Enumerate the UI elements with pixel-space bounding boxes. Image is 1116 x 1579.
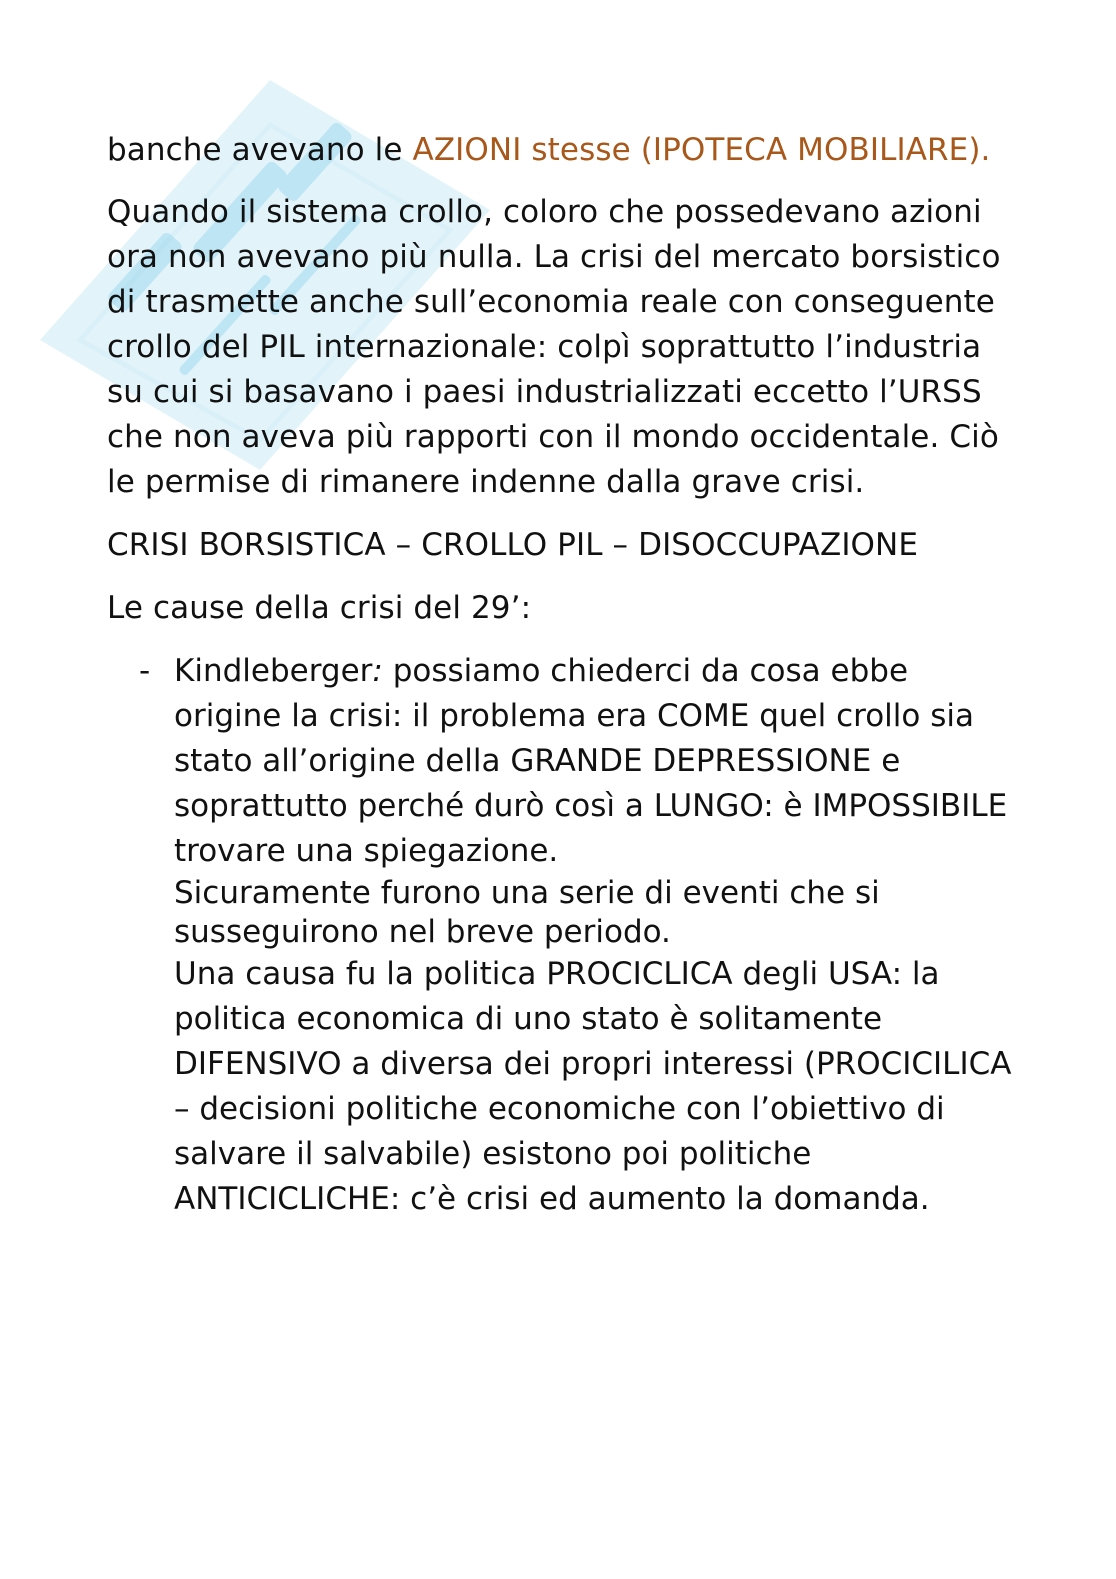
- paragraph-sequence: CRISI BORSISTICA – CROLLO PIL – DISOCCUPAZIONE: [107, 527, 919, 563]
- paragraph-azioni: [107, 128, 1012, 173]
- bullet-text-1: possiamo chiederci da cosa ebbe origine la crisi: il problema era COME quel crollo sia stato all’origine della GRANDE DEPRESSIONE e soprattutto perché durò così a LUNGO: è IMPOSSIBILE trovare una spiegazione.: [174, 653, 1008, 869]
- document-page: [107, 128, 1012, 1222]
- bullet-text-3: Una causa fu la politica PROCICLICA degli USA: la politica economica di uno stato è solitamente DIFENSIVO a diversa dei propri interessi (PROCICILICA – decisioni politiche economiche con l’obiettivo di salvare il salvabile) esistono poi politiche ANTICICLICHE: c’è crisi ed aumento la domanda.: [174, 956, 1012, 1217]
- bullet-colon: :: [372, 653, 383, 689]
- paragraph-cause-heading: Le cause della crisi del 29’:: [107, 590, 532, 626]
- list-item: [107, 649, 1012, 1222]
- bullet-text-main: [174, 649, 1012, 874]
- paragraph-crollo: Quando il sistema crollo, coloro che possedevano azioni ora non avevano più nulla. La crisi del mercato borsistico di trasmette anche sull’economia reale con conseguente crollo del PIL internazionale: colpì soprattutto l’industria su cui si basavano i paesi industrializzati eccetto l’URSS che non aveva più rapporti con il mondo occidentale. Ciò le permise di rimanere indenne dalla grave crisi.: [107, 194, 1001, 500]
- cause-list: [107, 649, 1012, 1222]
- highlighted-text: AZIONI stesse (IPOTECA MOBILIARE).: [412, 132, 991, 168]
- bullet-term: Kindleberger: [174, 653, 373, 689]
- bullet-text-2: Sicuramente furono una serie di eventi che si susseguirono nel breve periodo.: [174, 875, 880, 950]
- bullet-marker: -: [139, 653, 151, 689]
- paragraph-text: banche avevano le: [107, 132, 413, 168]
